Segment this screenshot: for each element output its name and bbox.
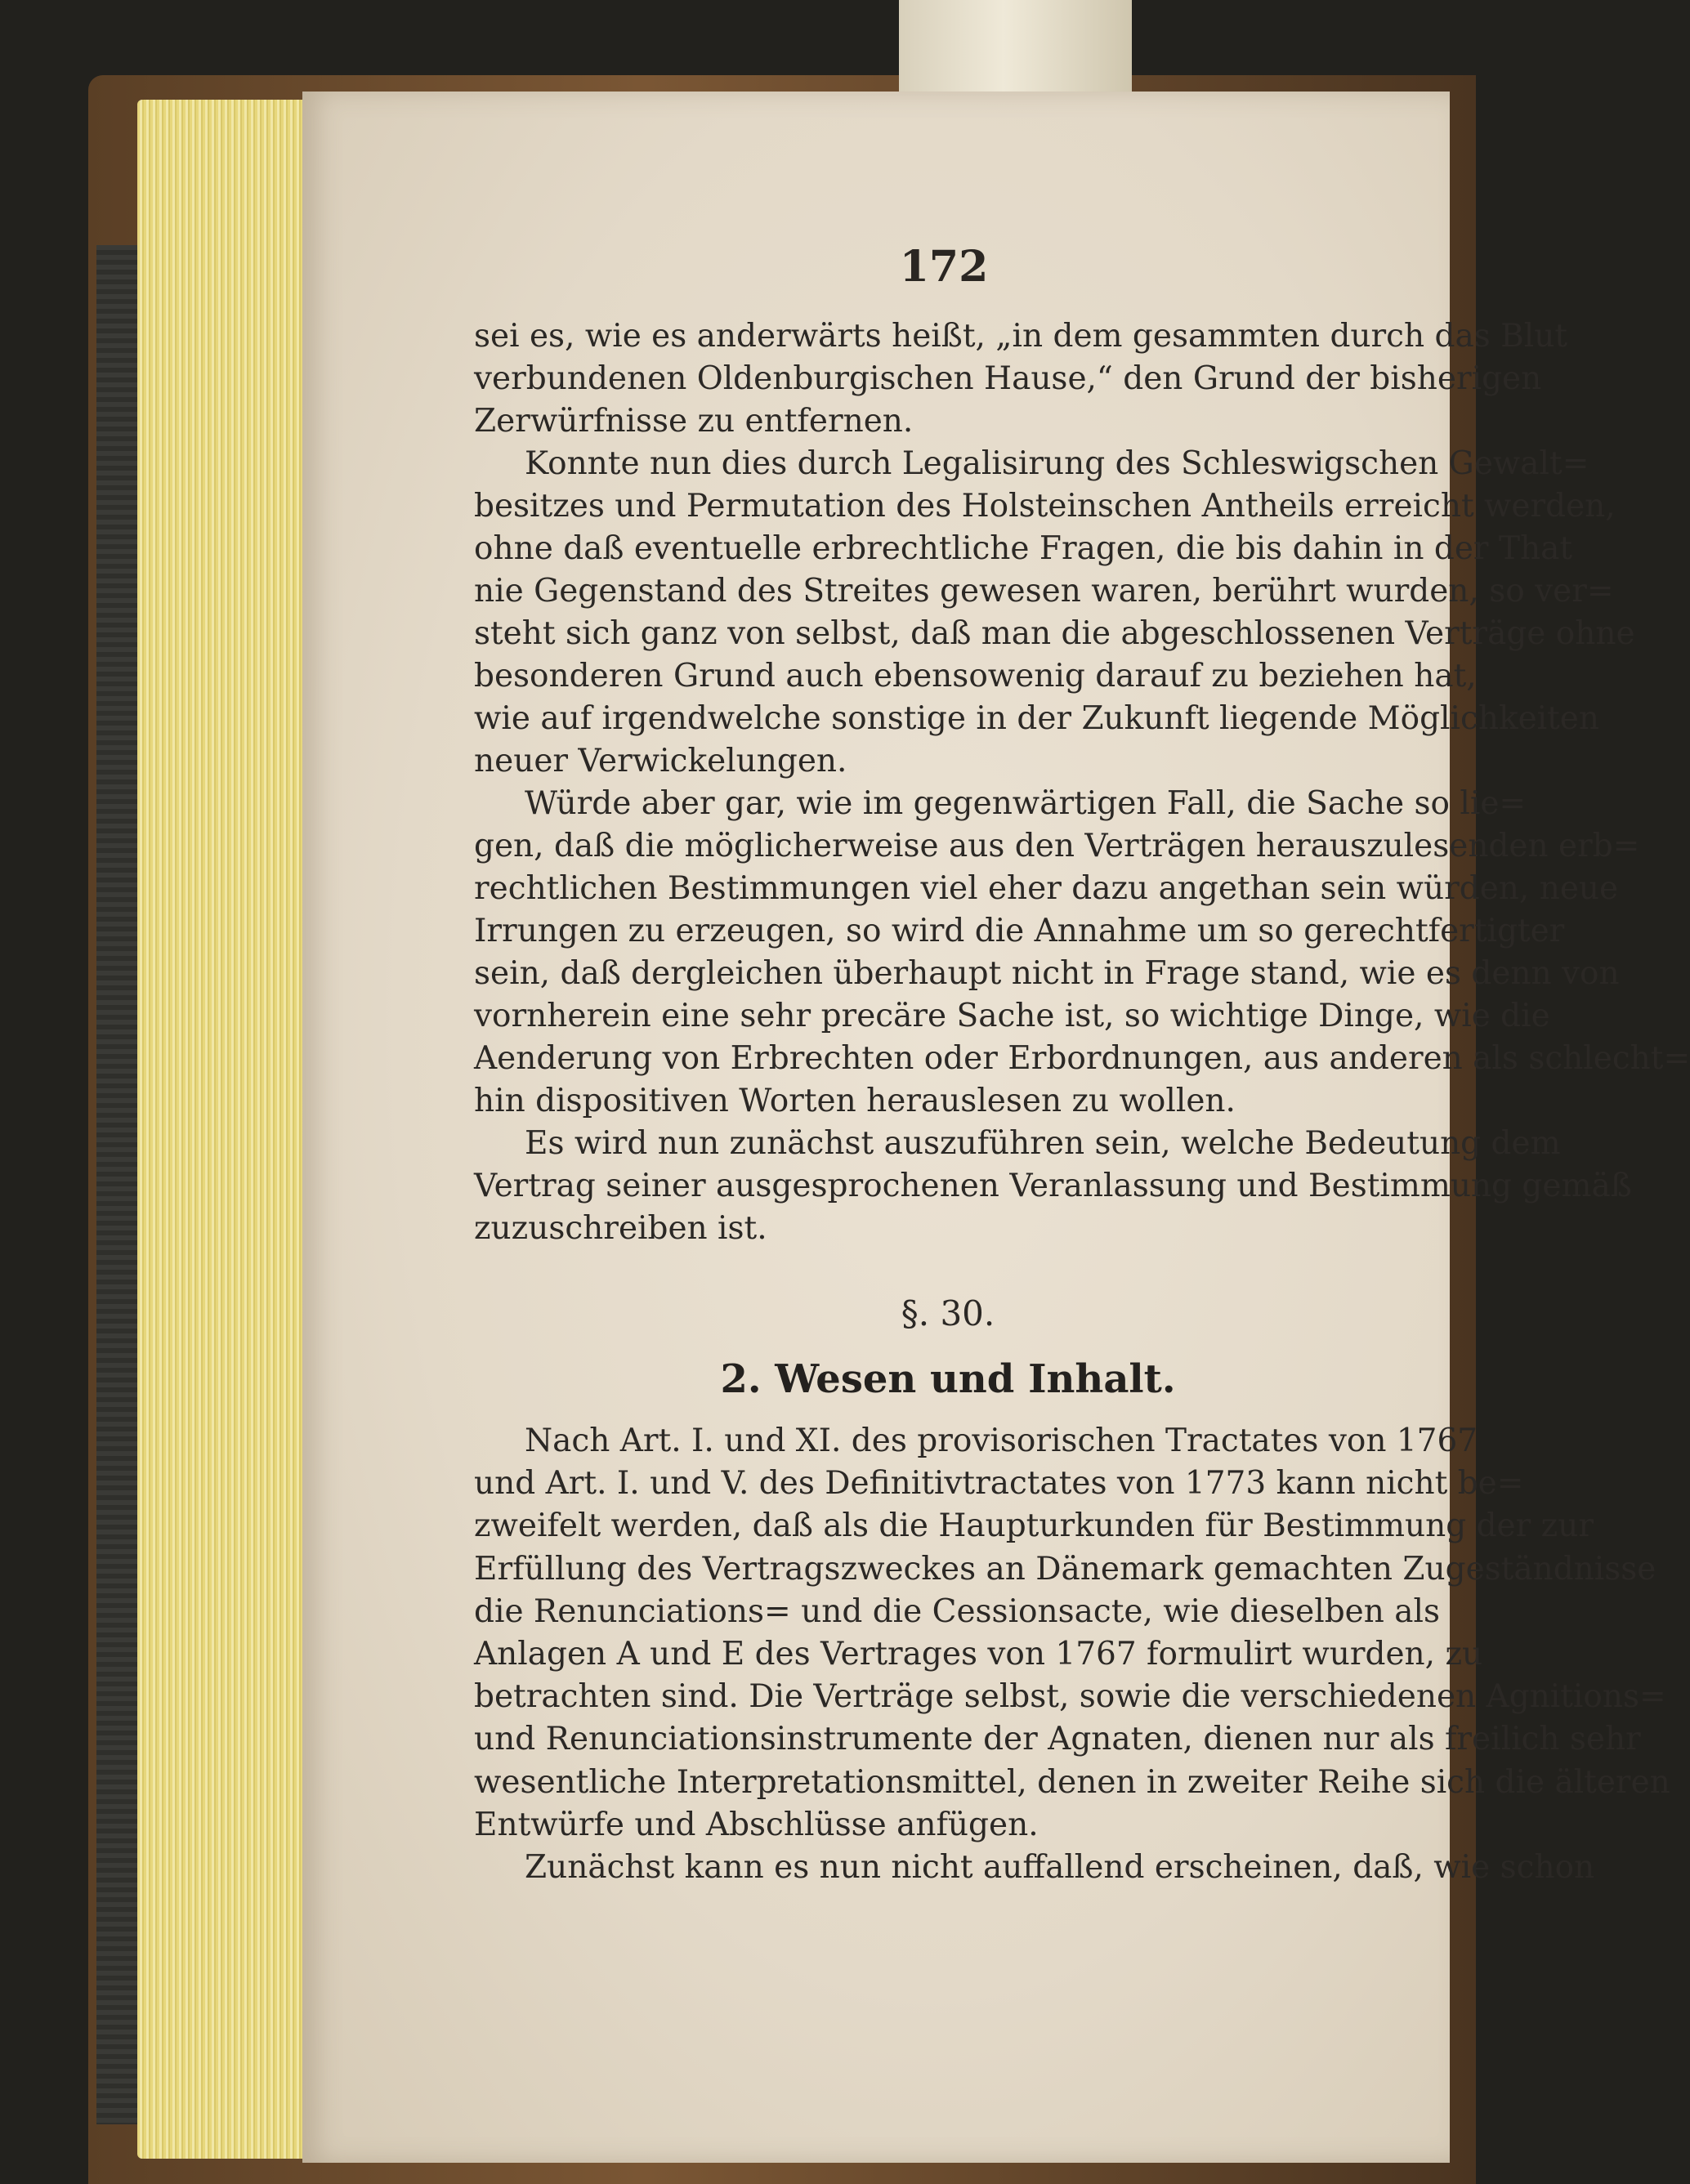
- section-number: §. 30.: [901, 1293, 995, 1333]
- text-line: zuzuschreiben ist.: [474, 1210, 767, 1247]
- text-line: und Renunciationsinstrumente der Agnaten, dienen nur als freilich sehr: [474, 1721, 1641, 1758]
- text-line: besitzes und Permutation des Holsteinschen Antheils erreicht werden,: [474, 488, 1616, 525]
- text-line: ohne daß eventuelle erbrechtliche Fragen, die bis dahin in der That: [474, 530, 1573, 567]
- text-line: Konnte nun dies durch Legalisirung des Schleswigschen Gewalt=: [525, 445, 1589, 482]
- page-number: 172: [899, 242, 989, 292]
- bottom-text-block: [474, 1420, 1670, 1889]
- text-line: steht sich ganz von selbst, daß man die abgeschlossenen Verträge ohne: [474, 615, 1635, 652]
- text-line: hin dispositiven Worten herauslesen zu wollen.: [474, 1083, 1236, 1119]
- text-line: sein, daß dergleichen überhaupt nicht in Frage stand, wie es denn von: [474, 955, 1620, 992]
- text-line: Aenderung von Erbrechten oder Erbordnungen, aus anderen als schlecht=: [474, 1040, 1690, 1077]
- section-title: 2. Wesen und Inhalt.: [720, 1356, 1176, 1402]
- text-line: nie Gegenstand des Streites gewesen waren, berührt wurden, so ver=: [474, 573, 1614, 610]
- text-line: rechtlichen Bestimmungen viel eher dazu angethan sein würden, neue: [474, 870, 1619, 907]
- text-line: Erfüllung des Vertragszweckes an Dänemark gemachten Zugeständnisse: [474, 1550, 1656, 1588]
- text-line: Es wird nun zunächst auszuführen sein, welche Bedeutung dem: [525, 1125, 1561, 1162]
- text-line: die Renunciations= und die Cessionsacte, wie dieselben als: [474, 1592, 1441, 1630]
- top-text-block: [474, 315, 1690, 1250]
- text-line: wesentliche Interpretationsmittel, denen in zweiter Reihe sich die älteren: [474, 1763, 1670, 1801]
- text-line: Zerwürfnisse zu entfernen.: [474, 403, 914, 440]
- page-edges: [137, 100, 309, 2159]
- text-line: sei es, wie es anderwärts heißt, „in dem gesammten durch das Blut: [474, 318, 1568, 355]
- text-line: neuer Verwickelungen.: [474, 743, 847, 779]
- text-line: besonderen Grund auch ebensowenig darauf zu beziehen hat,: [474, 658, 1477, 695]
- text-line: vornherein eine sehr precäre Sache ist, so wichtige Dinge, wie die: [474, 998, 1550, 1034]
- text-line: gen, daß die möglicherweise aus den Verträgen herauszulesenden erb=: [474, 828, 1640, 864]
- text-line: Irrungen zu erzeugen, so wird die Annahme um so gerechtfertigter: [474, 913, 1565, 949]
- text-line: Entwürfe und Abschlüsse anfügen.: [474, 1806, 1039, 1843]
- text-line: Vertrag seiner ausgesprochenen Veranlassung und Bestimmung gemäß: [474, 1168, 1632, 1204]
- text-line: Nach Art. I. und XI. des provisorischen Tractates von 1767: [525, 1423, 1478, 1459]
- text-line: Würde aber gar, wie im gegenwärtigen Fall, die Sache so lie=: [525, 785, 1527, 822]
- text-line: zweifelt werden, daß als die Haupturkunden für Bestimmung der zur: [474, 1507, 1594, 1545]
- text-line: und Art. I. und V. des Definitivtractates von 1773 kann nicht be=: [474, 1465, 1524, 1503]
- text-line: wie auf irgendwelche sonstige in der Zukunft liegende Möglichkeiten: [474, 700, 1599, 737]
- text-line: Anlagen A und E des Vertrages von 1767 formulirt wurden, zu: [474, 1635, 1483, 1673]
- text-line: verbundenen Oldenburgischen Hause,“ den Grund der bisherigen: [474, 360, 1542, 397]
- text-line: Zunächst kann es nun nicht auffallend erscheinen, daß, wie schon: [525, 1848, 1595, 1886]
- text-line: betrachten sind. Die Verträge selbst, sowie die verschiedenen Agnitions=: [474, 1678, 1666, 1716]
